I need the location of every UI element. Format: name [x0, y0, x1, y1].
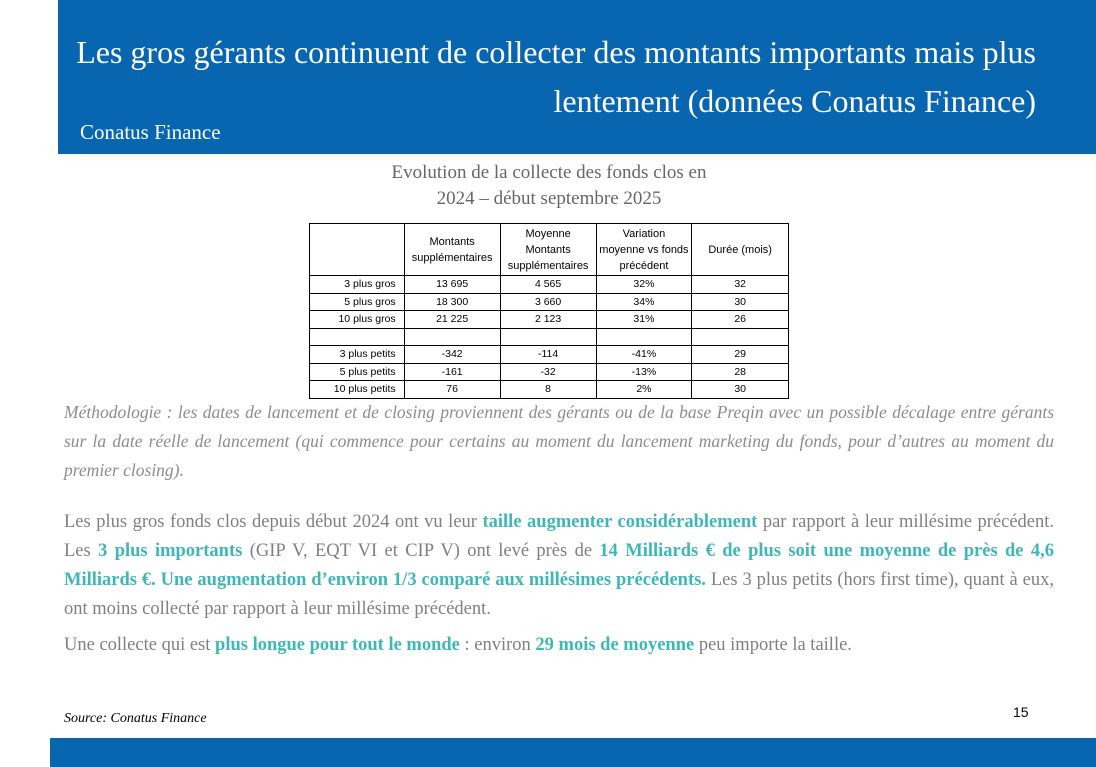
table-caption-line2: 2024 – début septembre 2025: [436, 188, 662, 209]
table-cell: 13 695: [404, 276, 500, 294]
highlight-span: 29 mois de moyenne: [535, 635, 695, 655]
table-cell: [596, 328, 692, 346]
table-cell: 30: [692, 293, 789, 311]
footer-bar: [50, 738, 1096, 767]
table-cell: -13%: [596, 363, 692, 381]
table-cell: 2 123: [500, 311, 596, 329]
text-span: : environ: [459, 635, 536, 655]
table-cell: -114: [500, 346, 596, 364]
row-label: 3 plus petits: [310, 346, 405, 364]
highlight-span: 3 plus importants: [98, 541, 243, 561]
table-caption-line1: Evolution de la collecte des fonds clos en: [391, 162, 707, 183]
table-cell: -161: [404, 363, 500, 381]
table-header-cell: Durée (mois): [692, 224, 789, 276]
table-cell: -342: [404, 346, 500, 364]
text-span: (GIP V, EQT VI et CIP V) ont levé près de: [242, 541, 600, 561]
table-header-cell: Moyenne Montants supplémentaires: [500, 224, 596, 276]
row-label: 3 plus gros: [310, 276, 405, 294]
table-cell: 8: [500, 381, 596, 399]
table-header-cell: Montants supplémentaires: [404, 224, 500, 276]
table-row: [310, 311, 789, 329]
table-cell: -32: [500, 363, 596, 381]
table-cell: 32: [692, 276, 789, 294]
paragraph-1: [64, 508, 1054, 624]
table-cell: 4 565: [500, 276, 596, 294]
text-span: Une collecte qui est: [64, 635, 216, 655]
table-row: [310, 293, 789, 311]
table-cell: [692, 328, 789, 346]
table-caption: [310, 160, 788, 212]
row-label: 10 plus petits: [310, 381, 405, 399]
body-text: [64, 508, 1054, 667]
table-row: [310, 276, 789, 294]
table-cell: 18 300: [404, 293, 500, 311]
table-cell: 3 660: [500, 293, 596, 311]
methodology-note: Méthodologie : les dates de lancement et de closing proviennent des gérants ou de la base Preqin avec un possible décalage entre gérants sur la date réelle de lancement (qui commence pour certains au moment du lancement marketing du fonds, pour d’autres au moment du premier closing).: [64, 402, 1054, 480]
highlight-span: plus longue pour tout le monde: [215, 635, 460, 655]
row-label: 10 plus gros: [310, 311, 405, 329]
text-span: par rapport à leur millésime précédent. Les: [64, 512, 1055, 561]
table-cell: 2%: [596, 381, 692, 399]
text-span: peu importe la taille.: [694, 635, 852, 655]
table-cell: [404, 328, 500, 346]
table-spacer-row: [310, 328, 789, 346]
table-header-cell: [310, 224, 405, 276]
paragraph-2: [64, 631, 1054, 660]
table-cell: 30: [692, 381, 789, 399]
text-span: Les plus gros fonds clos depuis début 2024 ont vu leur: [64, 512, 483, 532]
table-cell: 29: [692, 346, 789, 364]
highlight-span: taille augmenter considérablement: [482, 512, 758, 532]
header-banner: [58, 0, 1096, 154]
table-cell: 28: [692, 363, 789, 381]
table-row: [310, 346, 789, 364]
table-row: [310, 381, 789, 399]
row-label: 5 plus petits: [310, 363, 405, 381]
table-cell: 31%: [596, 311, 692, 329]
text-span: Les 3 plus petits (hors first time), quant à eux, ont moins collecté par rapport à leur millésime précédent.: [64, 570, 1055, 619]
highlight-span: 14 Milliards € de plus soit une moyenne de près de 4,6 Milliards €. Une augmentation d’environ 1/3 comparé aux millésimes précédents.: [64, 541, 1054, 590]
data-table: [309, 223, 789, 399]
table-cell: 34%: [596, 293, 692, 311]
table-cell: -41%: [596, 346, 692, 364]
table-cell: 76: [404, 381, 500, 399]
table-row: [310, 363, 789, 381]
table-header-row: [310, 224, 789, 276]
source-note: Source: Conatus Finance: [64, 711, 207, 726]
page-title: Les gros gérants continuent de collecter des montants importants mais plus lentement (données Conatus Finance): [76, 34, 1036, 119]
table-cell: [500, 328, 596, 346]
table-cell: 32%: [596, 276, 692, 294]
page-subtitle: Conatus Finance: [80, 120, 221, 144]
table-cell: [310, 328, 405, 346]
table-cell: 21 225: [404, 311, 500, 329]
page-number: 15: [1013, 704, 1029, 720]
table-header-cell: Variation moyenne vs fonds précédent: [596, 224, 692, 276]
row-label: 5 plus gros: [310, 293, 405, 311]
table-cell: 26: [692, 311, 789, 329]
